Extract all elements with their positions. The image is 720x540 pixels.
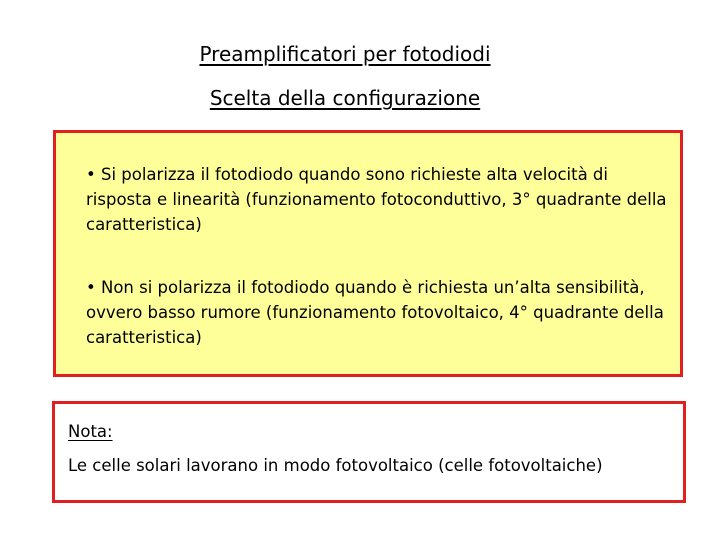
configuration-box	[53, 130, 683, 377]
bullet-photoconductive: • Si polarizza il fotodiodo quando sono richieste alta velocità di risposta e linearità (funzionamento fotoconduttivo, 3° quadrante della caratteristica)	[86, 165, 667, 234]
note-box	[52, 401, 686, 503]
note-text: Le celle solari lavorano in modo fotovoltaico (celle fotovoltaiche)	[68, 456, 603, 475]
note-label: Nota:	[68, 422, 113, 441]
slide-title: Preamplificatori per fotodiodi	[199, 42, 491, 66]
bullet-photovoltaic: • Non si polarizza il fotodiodo quando è richiesta un’alta sensibilità, ovvero basso rumore (funzionamento fotovoltaico, 4° quadrante della caratteristica)	[86, 278, 664, 347]
slide-subtitle: Scelta della configurazione	[209, 86, 481, 110]
